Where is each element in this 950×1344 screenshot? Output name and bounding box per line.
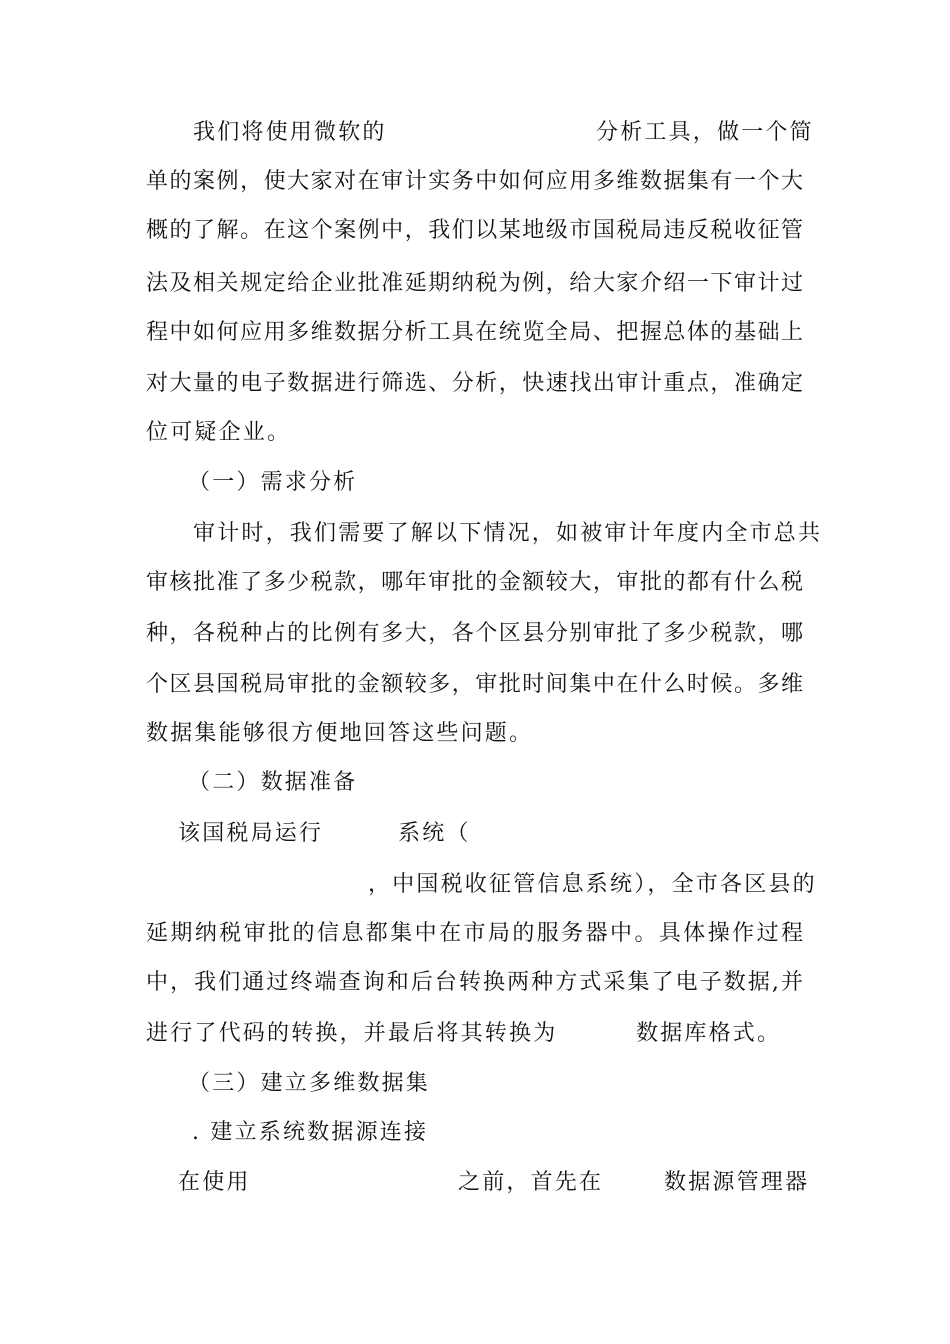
paragraph-1-line-6: 对大量的电子数据进行筛选、分析，快速找出审计重点，准确定 <box>146 371 803 396</box>
paragraph-1-line-7: 位可疑企业。 <box>146 420 292 445</box>
paragraph-1-line-2: 单的案例，使大家对在审计实务中如何应用多维数据集有一个大 <box>146 169 803 194</box>
paragraph-1-line-1a: 我们将使用微软的 <box>193 120 387 145</box>
paragraph-3-line-1a: 该国税局运行 <box>178 821 324 846</box>
paragraph-3-line-5a: 进行了代码的转换，并最后将其转换为 <box>146 1021 558 1046</box>
paragraph-3-line-5b: 数据库格式。 <box>636 1021 782 1046</box>
paragraph-2-line-2: 审核批准了多少税款，哪年审批的金额较大，审批的都有什么税 <box>146 570 803 595</box>
paragraph-2-line-3: 种，各税种占的比例有多大，各个区县分别审批了多少税款，哪 <box>146 621 803 646</box>
paragraph-3-line-1b: 系统（ <box>398 821 471 846</box>
paragraph-1-line-4: 法及相关规定给企业批准延期纳税为例，给大家介绍一下审计过 <box>146 271 803 296</box>
paragraph-2-line-1: 审计时，我们需要了解以下情况，如被审计年度内全市总共 <box>193 521 823 546</box>
paragraph-3-line-4: 中，我们通过终端查询和后台转换两种方式采集了电子数据,并 <box>146 970 803 995</box>
paragraph-3-line-3: 延期纳税审批的信息都集中在市局的服务器中。具体操作过程 <box>146 921 803 946</box>
paragraph-2-line-4: 个区县国税局审批的金额较多，审批时间集中在什么时候。多维 <box>146 672 803 697</box>
paragraph-4-part-b: 之前，首先在 <box>458 1170 604 1195</box>
paragraph-2-line-5: 数据集能够很方便地回答这些问题。 <box>146 721 534 746</box>
paragraph-4-part-c: 数据源管理器 <box>664 1170 810 1195</box>
paragraph-1-line-3: 概的了解。在这个案例中，我们以某地级市国税局违反税收征管 <box>146 218 803 243</box>
section-heading-2: （二）数据准备 <box>188 770 358 795</box>
paragraph-1-line-1b: 分析工具，做一个简 <box>596 120 814 145</box>
section-heading-3: （三）建立多维数据集 <box>188 1071 431 1096</box>
paragraph-1-line-5: 程中如何应用多维数据分析工具在统览全局、把握总体的基础上 <box>146 320 803 345</box>
paragraph-3-line-2: ，中国税收征管信息系统），全市各区县的 <box>368 872 817 897</box>
paragraph-4-part-a: 在使用 <box>178 1170 251 1195</box>
section-heading-1: （一）需求分析 <box>188 470 358 495</box>
subsection-heading-1: . 建立系统数据源连接 <box>192 1120 429 1145</box>
